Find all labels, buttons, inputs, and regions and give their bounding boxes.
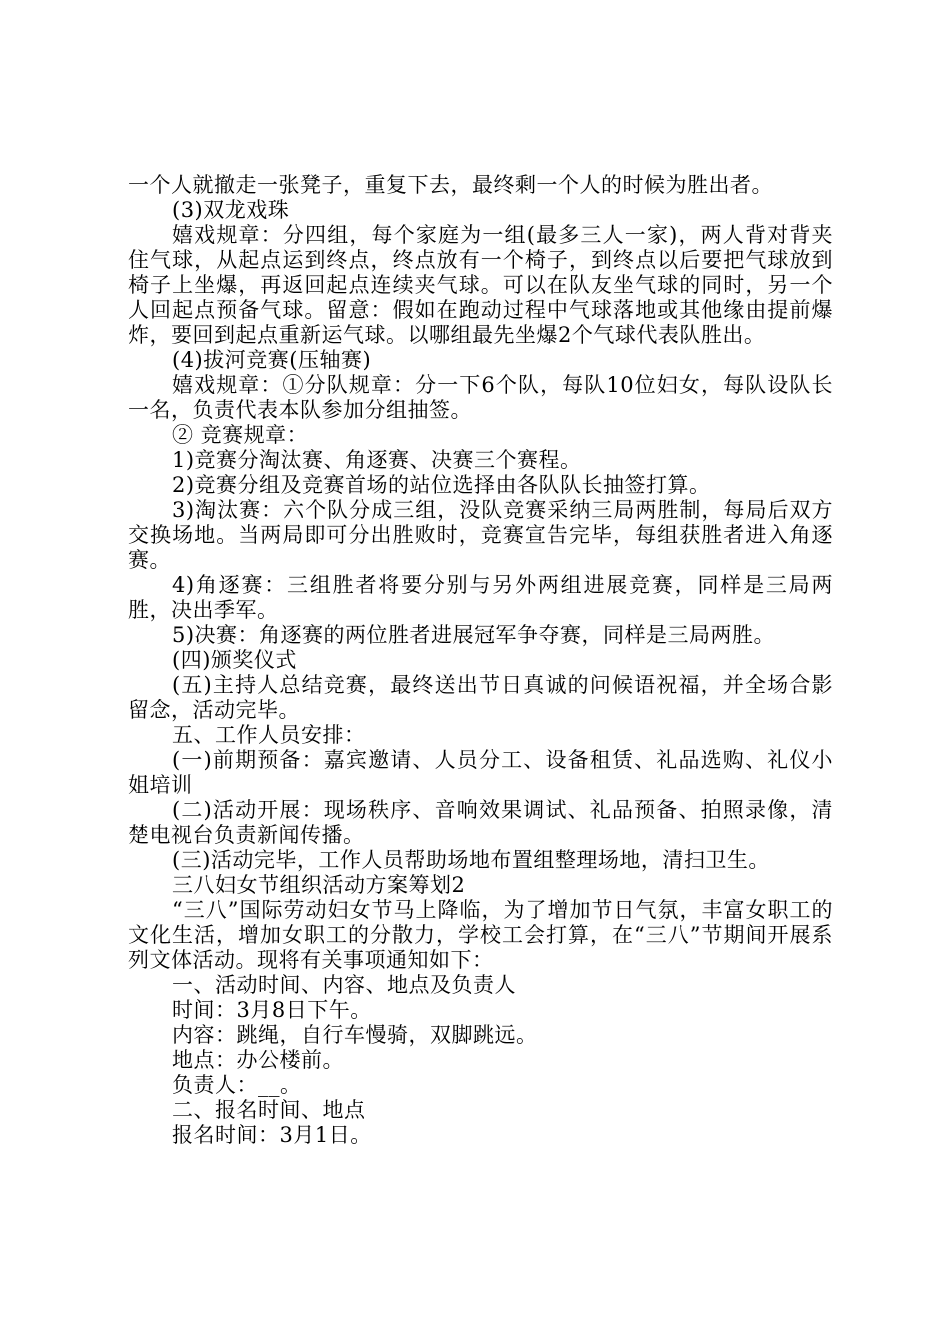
paragraph-17: (三)活动完毕，工作人员帮助场地布置组整理场地，清扫卫生。: [172, 848, 770, 872]
paragraph-4: (4)拔河竞赛(压轴赛): [172, 348, 372, 372]
paragraph-6: ② 竞赛规章：: [172, 423, 309, 447]
paragraph-21: 时间：3月8日下午。: [172, 998, 372, 1022]
paragraph-14: 五、工作人员安排：: [172, 723, 366, 747]
paragraph-25: 二、报名时间、地点: [172, 1098, 366, 1122]
paragraph-7: 1)竞赛分淘汰赛、角逐赛、决赛三个赛程。: [172, 448, 582, 472]
paragraph-15: (一)前期预备：嘉宾邀请、人员分工、设备租赁、礼品选购、礼仪小姐培训: [128, 748, 833, 797]
paragraph-8: 2)竞赛分组及竞赛首场的站位选择由各队队长抽签打算。: [172, 473, 711, 497]
paragraph-10: 4)角逐赛：三组胜者将要分别与另外两组进展竞赛，同样是三局两胜，决出季军。: [128, 573, 833, 622]
section-title: 三八妇女节组织活动方案筹划2: [172, 873, 466, 897]
paragraph-13: (五)主持人总结竞赛，最终送出节日真诚的问候语祝福，并全场合影留念，活动完毕。: [128, 673, 833, 722]
paragraph-11: 5)决赛：角逐赛的两位胜者进展冠军争夺赛，同样是三局两胜。: [172, 623, 776, 647]
document-page: [128, 173, 833, 1148]
paragraph-9: 3)淘汰赛：六个队分成三组，没队竞赛采纳三局两胜制，每局后双方交换场地。当两局即可分出胜败时，竞赛宣告完毕，每组获胜者进入角逐赛。: [128, 498, 833, 572]
paragraph-23: 地点：办公楼前。: [172, 1048, 344, 1072]
paragraph-2: (3)双龙戏珠: [172, 198, 290, 222]
paragraph-3: 嬉戏规章：分四组，每个家庭为一组(最多三人一家)，两人背对背夹住气球，从起点运到终点，终点放有一个椅子，到终点以后要把气球放到椅子上坐爆，再返回起点连续夹气球。可以在队友坐气球的同时，另一个人回起点预备气球。留意：假如在跑动过程中气球落地或其他缘由提前爆炸，要回到起点重新运气球。以哪组最先坐爆2个气球代表队胜出。: [128, 223, 833, 347]
paragraph-12: (四)颁奖仪式: [172, 648, 297, 672]
paragraph-26: 报名时间：3月1日。: [172, 1123, 372, 1147]
paragraph-24: 负责人：__。: [172, 1073, 302, 1097]
paragraph-1: 一个人就撤走一张凳子，重复下去，最终剩一个人的时候为胜出者。: [128, 173, 773, 197]
paragraph-19: “三八”国际劳动妇女节马上降临，为了增加节日气氛，丰富女职工的文化生活，增加女职工的分散力，学校工会打算，在“三八”节期间开展系列文体活动。现将有关事项通知如下：: [128, 898, 833, 972]
paragraph-20: 一、活动时间、内容、地点及负责人: [172, 973, 516, 997]
paragraph-5: 嬉戏规章：①分队规章：分一下6个队，每队10位妇女，每队设队长一名，负责代表本队参加分组抽签。: [128, 373, 833, 422]
paragraph-16: (二)活动开展：现场秩序、音响效果调试、礼品预备、拍照录像，清楚电视台负责新闻传播。: [128, 798, 833, 847]
paragraph-22: 内容：跳绳，自行车慢骑，双脚跳远。: [172, 1023, 538, 1047]
